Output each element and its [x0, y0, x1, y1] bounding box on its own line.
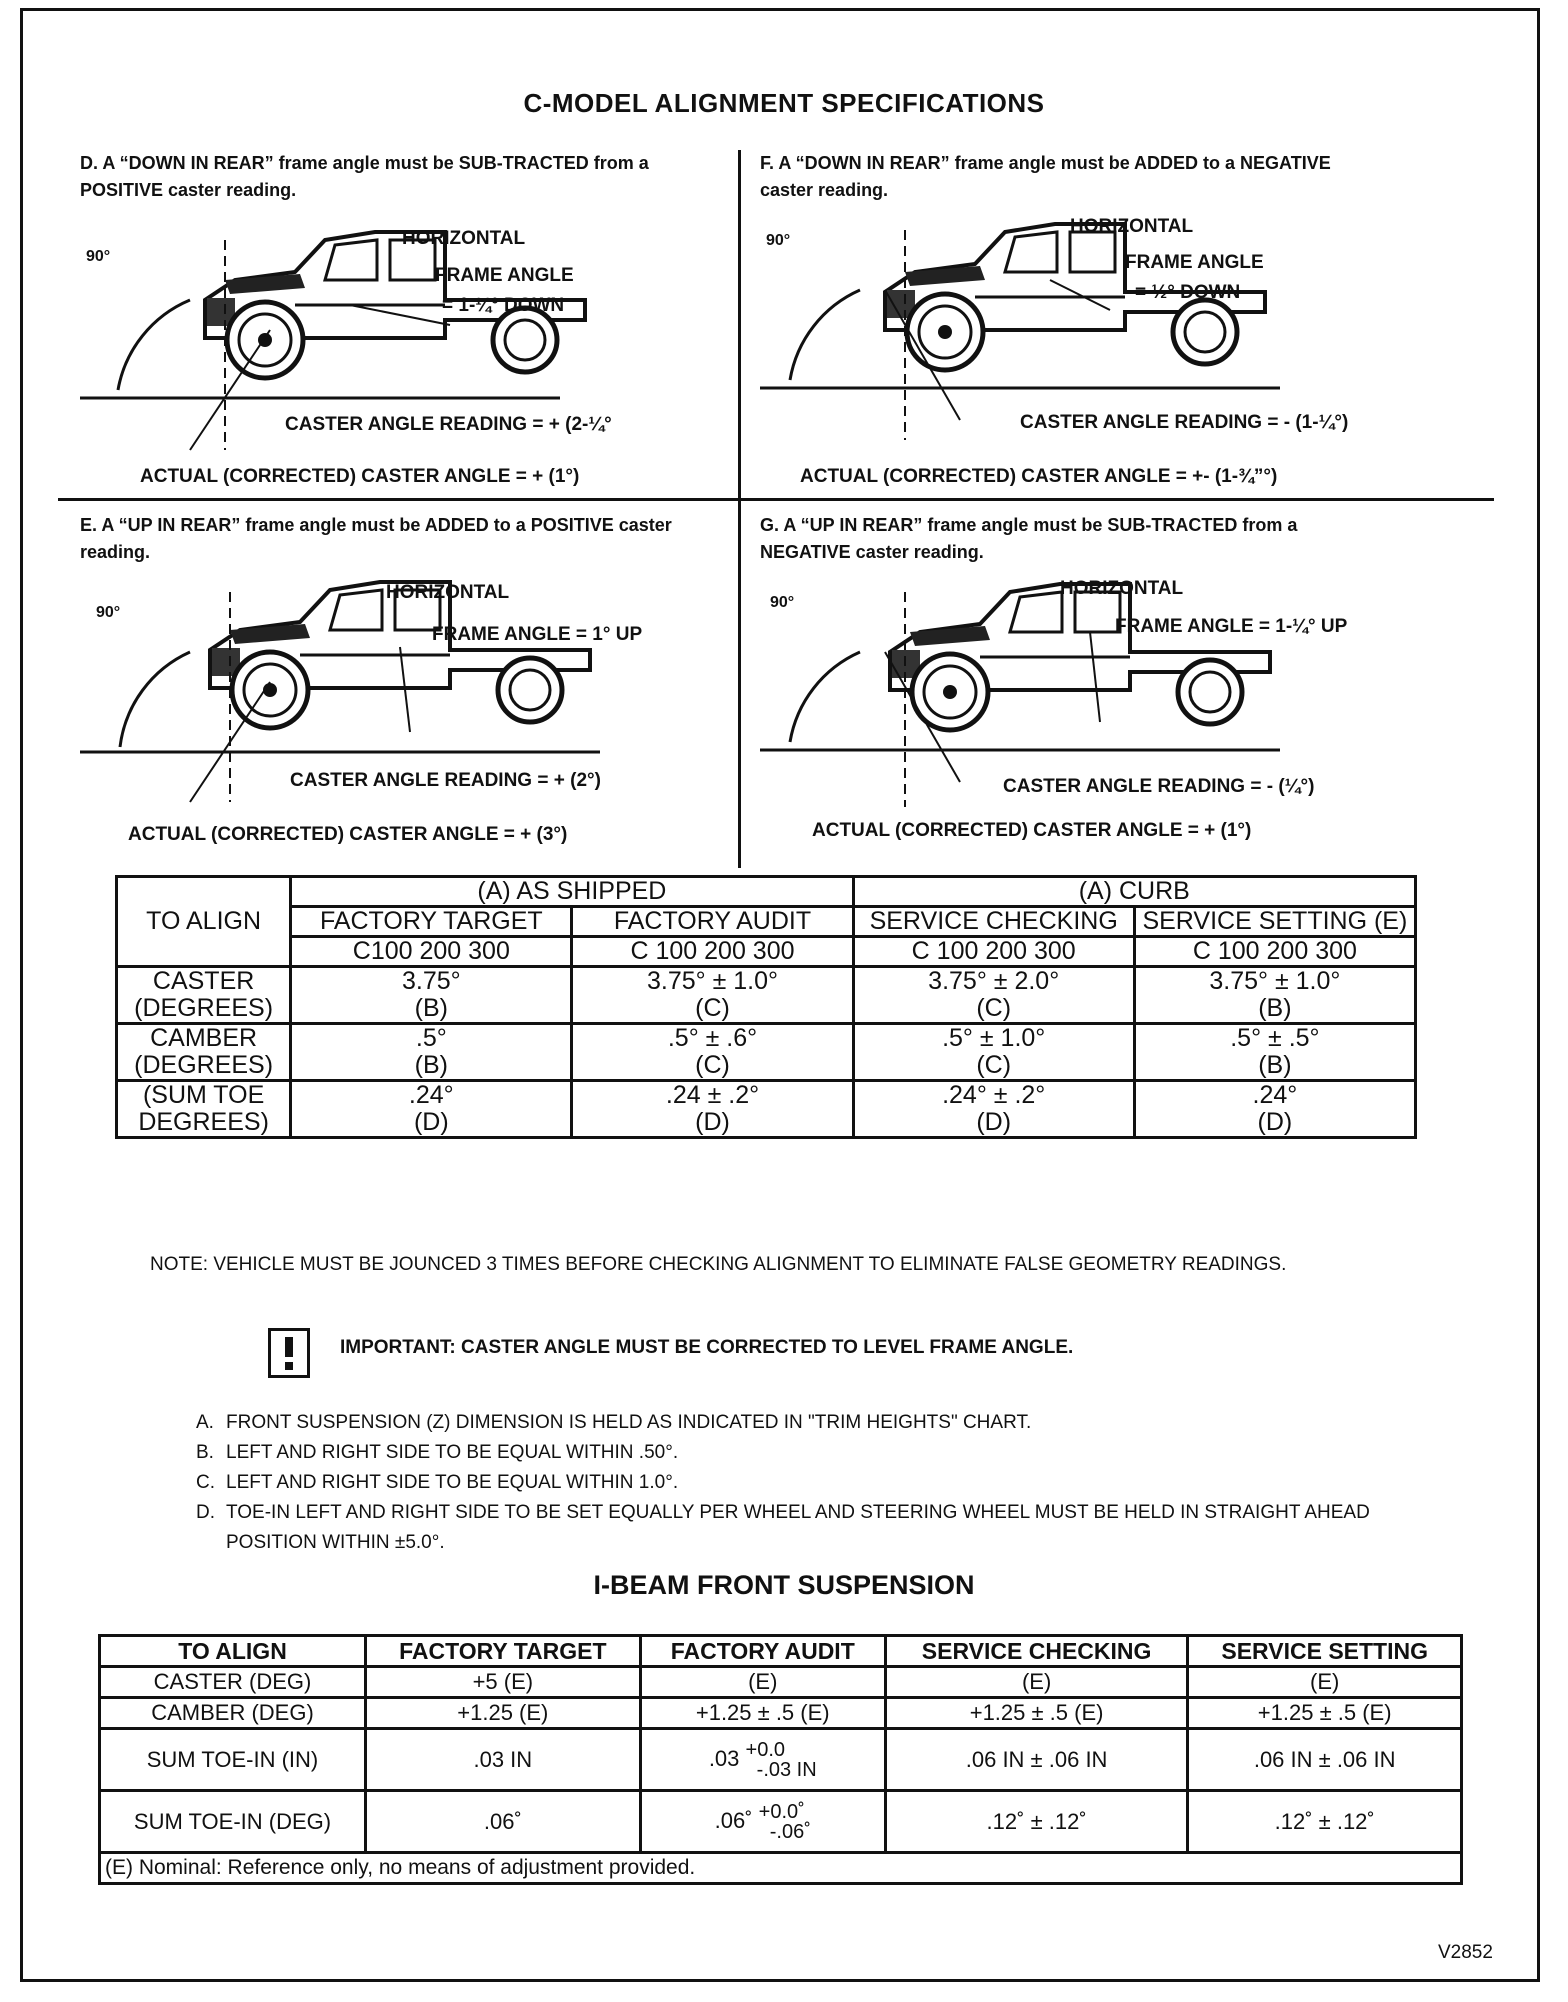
cell: (E): [640, 1667, 885, 1698]
jounce-note: NOTE: VEHICLE MUST BE JOUNCED 3 TIMES BEFORE CHECKING ALIGNMENT TO ELIMINATE FALSE GEOMETRY READINGS.: [150, 1254, 1287, 1275]
footnote-text: LEFT AND RIGHT SIDE TO BE EQUAL WITHIN 1.0°.: [226, 1472, 679, 1493]
panel-f-horizontal: HORIZONTAL: [1070, 216, 1194, 237]
group-as-shipped: (A) AS SHIPPED: [291, 877, 853, 907]
panel-g-actual: ACTUAL (CORRECTED) CASTER ANGLE = + (1°): [812, 820, 1252, 841]
note-ref: (C): [976, 1051, 1012, 1079]
table-row: [117, 1024, 1416, 1081]
row-label: SUM TOE-IN (DEG): [100, 1791, 366, 1853]
cell: .12˚ ± .12˚: [885, 1791, 1188, 1853]
panel-g-truck-diagram: [760, 512, 1460, 852]
footnote-key: C.: [196, 1472, 215, 1493]
panel-d-frame-value: = 1-¼° DOWN: [442, 295, 565, 316]
panel-e-caster-reading: CASTER ANGLE READING = + (2°): [290, 770, 601, 791]
panel-g: [760, 512, 1420, 852]
table-row: [100, 1791, 1462, 1853]
panel-d-caption: D. A “DOWN IN REAR” frame angle must be SUB-TRACTED from a POSITIVE caster reading.: [80, 153, 649, 200]
cell: [640, 1729, 885, 1791]
panel-e-caption: E. A “UP IN REAR” frame angle must be ADDED to a POSITIVE caster reading.: [80, 515, 672, 562]
panel-f-actual: ACTUAL (CORRECTED) CASTER ANGLE = +- (1-¾”°): [800, 466, 1278, 487]
panel-divider-horizontal: [58, 498, 1494, 501]
note-ref: (D): [695, 1108, 730, 1136]
row-label: CAMBER (DEGREES): [117, 1024, 291, 1081]
row-label: (SUM TOE DEGREES): [117, 1081, 291, 1138]
alignment-spec-table: [115, 875, 1417, 1139]
ibeam-header: SERVICE CHECKING: [885, 1636, 1188, 1667]
panel-g-angle90: 90°: [770, 594, 795, 611]
row-label: CASTER (DEG): [100, 1667, 366, 1698]
panel-d-truck-diagram: [80, 150, 740, 490]
panel-f-caster-reading: CASTER ANGLE READING = - (1-¼°): [1020, 412, 1349, 433]
tolerance-minus: -.06˚: [769, 1820, 811, 1843]
value: .5° ± 1.0°: [942, 1024, 1046, 1052]
tolerance-base: .03: [708, 1745, 740, 1771]
panel-d-angle90: 90°: [86, 248, 111, 265]
note-ref: (B): [1258, 1051, 1292, 1079]
tolerance-plus: +0.0˚: [758, 1800, 805, 1823]
panel-f-angle90: 90°: [766, 232, 791, 249]
table-row: [100, 1667, 1462, 1698]
cell: (E): [1188, 1667, 1462, 1698]
cell: .06 IN ± .06 IN: [1188, 1729, 1462, 1791]
row-label: CAMBER (DEG): [100, 1698, 366, 1729]
document-code: V2852: [1438, 1942, 1493, 1963]
cell: .06˚: [366, 1791, 641, 1853]
value: 3.75°: [401, 967, 461, 995]
table-row: [100, 1729, 1462, 1791]
panel-d-frame-angle: FRAME ANGLE: [435, 265, 574, 286]
to-align-header: TO ALIGN: [117, 877, 291, 967]
panel-d: [80, 150, 740, 490]
value: .5° ± .5°: [1230, 1024, 1320, 1052]
cell: +1.25 ± .5 (E): [640, 1698, 885, 1729]
note-ref: (D): [1257, 1108, 1293, 1136]
footnote-text: FRONT SUSPENSION (Z) DIMENSION IS HELD AS INDICATED IN "TRIM HEIGHTS" CHART.: [226, 1412, 1032, 1433]
panel-d-actual: ACTUAL (CORRECTED) CASTER ANGLE = + (1°): [140, 466, 580, 487]
important-icon: [268, 1328, 310, 1378]
value: 3.75° ± 1.0°: [646, 967, 779, 995]
tolerance-minus: -.03 IN: [756, 1758, 817, 1781]
model-cell: C 100 200 300: [853, 937, 1134, 967]
value: .5° ± .6°: [667, 1024, 758, 1052]
value: .24° ± .2°: [942, 1081, 1046, 1109]
panel-d-horizontal: HORIZONTAL: [402, 228, 526, 249]
note-ref: (B): [1258, 994, 1292, 1022]
panel-e-actual: ACTUAL (CORRECTED) CASTER ANGLE = + (3°): [128, 824, 568, 845]
ibeam-footer: (E) Nominal: Reference only, no means of adjustment provided.: [100, 1853, 1462, 1884]
important-text: IMPORTANT: CASTER ANGLE MUST BE CORRECTED TO LEVEL FRAME ANGLE.: [340, 1337, 1074, 1358]
panel-g-caster-reading: CASTER ANGLE READING = - (¼°): [1003, 776, 1315, 797]
table-row: [100, 1698, 1462, 1729]
ibeam-header: FACTORY AUDIT: [640, 1636, 885, 1667]
panel-f-truck-diagram: [760, 150, 1460, 490]
panel-g-caption: G. A “UP IN REAR” frame angle must be SUB-TRACTED from a NEGATIVE caster reading.: [760, 515, 1298, 562]
col-factory-audit: FACTORY AUDIT: [572, 907, 853, 937]
ibeam-title: I-BEAM FRONT SUSPENSION: [593, 1570, 975, 1600]
panel-e-horizontal: HORIZONTAL: [386, 582, 510, 603]
value: 3.75° ± 1.0°: [1209, 967, 1341, 995]
panel-g-frame-angle: FRAME ANGLE = 1-¼° UP: [1115, 616, 1348, 637]
ibeam-table: [98, 1634, 1463, 1885]
footnote-key: A.: [196, 1412, 214, 1433]
footnote-text: TOE-IN LEFT AND RIGHT SIDE TO BE SET EQUALLY PER WHEEL AND STEERING WHEEL MUST BE HELD IN STRAIGHT AHEAD POSITION WITHIN ±5.0°.: [226, 1502, 1370, 1553]
row-label: CASTER (DEGREES): [117, 967, 291, 1024]
ibeam-header: TO ALIGN: [100, 1636, 366, 1667]
ibeam-header: FACTORY TARGET: [366, 1636, 641, 1667]
cell: +1.25 (E): [366, 1698, 641, 1729]
cell: [640, 1791, 885, 1853]
model-cell: C 100 200 300: [572, 937, 853, 967]
model-cell: C100 200 300: [291, 937, 572, 967]
col-service-checking: SERVICE CHECKING: [853, 907, 1134, 937]
page-title: C-MODEL ALIGNMENT SPECIFICATIONS: [523, 88, 1045, 118]
value: .5°: [415, 1024, 447, 1052]
value: 3.75° ± 2.0°: [928, 967, 1060, 995]
row-label: SUM TOE-IN (IN): [100, 1729, 366, 1791]
value: .24 ± .2°: [665, 1081, 760, 1109]
table-row: [117, 1081, 1416, 1138]
value: .24°: [408, 1081, 454, 1109]
note-ref: (D): [413, 1108, 449, 1136]
panel-e: [80, 512, 740, 852]
footnote-text: LEFT AND RIGHT SIDE TO BE EQUAL WITHIN .50°.: [226, 1442, 679, 1463]
panel-d-caster-reading: CASTER ANGLE READING = + (2-¼°: [285, 414, 612, 435]
panel-f-frame-angle: FRAME ANGLE: [1125, 252, 1264, 273]
col-service-setting: SERVICE SETTING (E): [1134, 907, 1415, 937]
cell: +1.25 ± .5 (E): [1188, 1698, 1462, 1729]
note-ref: (D): [976, 1108, 1012, 1136]
cell: .12˚ ± .12˚: [1188, 1791, 1462, 1853]
cell: .03 IN: [366, 1729, 641, 1791]
footnote-key: D.: [196, 1502, 215, 1523]
group-curb: (A) CURB: [853, 877, 1415, 907]
note-ref: (C): [976, 994, 1012, 1022]
footnote-key: B.: [196, 1442, 214, 1463]
panel-f: [760, 150, 1420, 490]
cell: +1.25 ± .5 (E): [885, 1698, 1188, 1729]
note-ref: (B): [414, 1051, 448, 1079]
panel-f-caption: F. A “DOWN IN REAR” frame angle must be ADDED to a NEGATIVE caster reading.: [760, 153, 1331, 200]
value: .24°: [1252, 1081, 1298, 1109]
col-factory-target: FACTORY TARGET: [291, 907, 572, 937]
cell: .06 IN ± .06 IN: [885, 1729, 1188, 1791]
note-ref: (C): [695, 1051, 730, 1079]
panel-g-horizontal: HORIZONTAL: [1060, 578, 1184, 599]
cell: +5 (E): [366, 1667, 641, 1698]
note-ref: (B): [414, 994, 448, 1022]
note-ref: (C): [695, 994, 730, 1022]
panel-e-angle90: 90°: [96, 604, 121, 621]
tolerance-base: .06˚: [714, 1807, 753, 1833]
table-row: [117, 967, 1416, 1024]
ibeam-header: SERVICE SETTING: [1188, 1636, 1462, 1667]
footnotes: [196, 1408, 1396, 1558]
panel-e-truck-diagram: [80, 512, 740, 852]
cell: (E): [885, 1667, 1188, 1698]
panel-f-frame-value: = ½° DOWN: [1135, 282, 1241, 303]
tolerance-plus: +0.0: [745, 1738, 786, 1761]
model-cell: C 100 200 300: [1134, 937, 1415, 967]
panel-e-frame-angle: FRAME ANGLE = 1° UP: [432, 624, 643, 645]
